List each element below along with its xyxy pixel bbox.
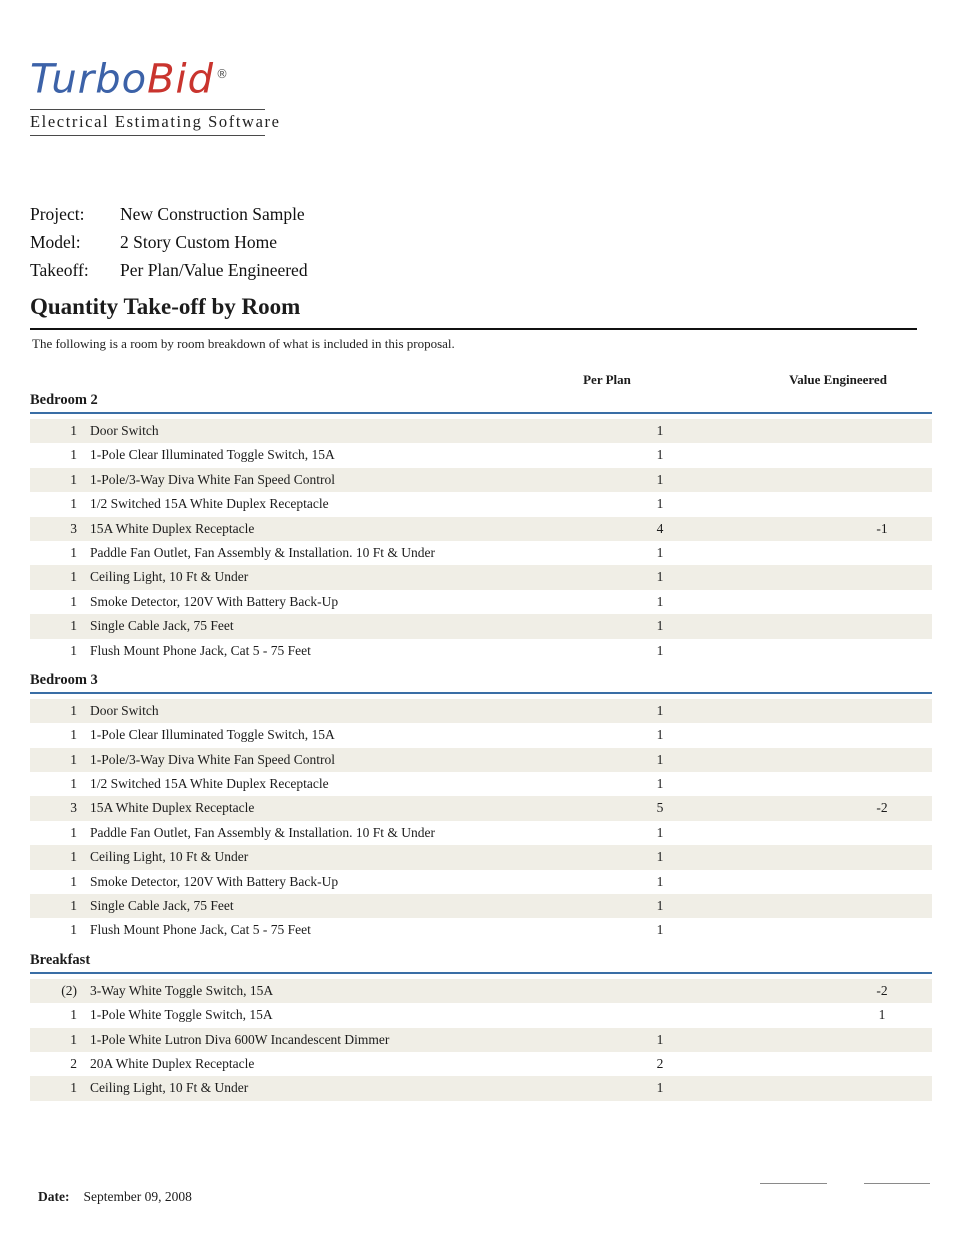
value-engineered-cell: [832, 723, 932, 747]
takeoff-label: Takeoff:: [30, 260, 89, 280]
per-plan-cell: 1: [656, 618, 664, 634]
value-engineered-cell: [832, 468, 932, 492]
qty-cell: 1: [70, 642, 77, 658]
qty-cell: 1: [70, 702, 77, 718]
table-row: [30, 699, 932, 723]
qty-cell: 1: [70, 544, 77, 560]
spacer-cell: [760, 492, 832, 516]
page-title: Quantity Take-off by Room: [30, 294, 917, 330]
qty-cell: 3: [70, 800, 77, 816]
per-plan-cell: 5: [656, 800, 664, 816]
qty-cell: 1: [70, 1080, 77, 1096]
spacer-cell: [760, 845, 832, 869]
spacer-cell: [760, 639, 832, 663]
date-value: September 09, 2008: [83, 1189, 192, 1204]
per-plan-cell: [560, 979, 760, 1003]
item-cell: 15A White Duplex Receptacle: [90, 520, 255, 536]
spacer-cell: [760, 1028, 832, 1052]
qty-cell: 1: [70, 618, 77, 634]
table-row: [30, 979, 932, 1003]
qty-cell: 1: [70, 471, 77, 487]
room-section-title: Bedroom 3: [30, 672, 932, 694]
value-engineered-cell: [832, 565, 932, 589]
spacer-cell: [760, 614, 832, 638]
value-engineered-cell: [832, 443, 932, 467]
qty-cell: (2): [61, 982, 77, 998]
qty-cell: 1: [70, 569, 77, 585]
item-cell: 3-Way White Toggle Switch, 15A: [90, 982, 274, 998]
turbobid-logo: [30, 48, 268, 105]
qty-cell: 1: [70, 496, 77, 512]
column-headers: [30, 372, 932, 388]
project-meta: [30, 200, 308, 284]
table-row: [30, 541, 932, 565]
table-row: [30, 639, 932, 663]
qty-cell: 1: [70, 751, 77, 767]
spacer-cell: [760, 723, 832, 747]
spacer-cell: [760, 419, 832, 443]
per-plan-cell: 1: [656, 849, 664, 865]
qty-cell: 1: [70, 1031, 77, 1047]
per-plan-cell: 1: [656, 776, 664, 792]
qty-cell: 3: [70, 520, 77, 536]
table-row: [30, 723, 932, 747]
spacer-cell: [760, 468, 832, 492]
per-plan-cell: 4: [656, 520, 664, 536]
item-cell: 1-Pole White Toggle Switch, 15A: [90, 1007, 273, 1023]
per-plan-cell: 1: [656, 1080, 664, 1096]
item-cell: Door Switch: [90, 702, 159, 718]
table-row: [30, 517, 932, 541]
item-cell: 1/2 Switched 15A White Duplex Receptacle: [90, 496, 329, 512]
table-row: [30, 419, 932, 443]
project-value: New Construction Sample: [120, 204, 305, 224]
room-section: [30, 672, 932, 943]
room-section-title: Bedroom 2: [30, 392, 932, 414]
spacer-cell: [760, 541, 832, 565]
spacer-cell: [760, 517, 832, 541]
table-row: [30, 443, 932, 467]
table-row: [30, 565, 932, 589]
qty-cell: 1: [70, 1007, 77, 1023]
item-cell: 1-Pole/3-Way Diva White Fan Speed Control: [90, 471, 335, 487]
item-cell: Paddle Fan Outlet, Fan Assembly & Installation. 10 Ft & Under: [90, 824, 435, 840]
per-plan-cell: 1: [656, 1031, 664, 1047]
item-cell: Flush Mount Phone Jack, Cat 5 - 75 Feet: [90, 922, 311, 938]
item-cell: Door Switch: [90, 423, 159, 438]
qty-cell: 1: [70, 776, 77, 792]
per-plan-cell: 1: [656, 727, 664, 743]
value-engineered-cell: -2: [876, 982, 888, 998]
qty-cell: 1: [70, 447, 77, 463]
per-plan-column-header: Per Plan: [583, 372, 631, 387]
spacer-cell: [760, 565, 832, 589]
value-engineered-cell: [832, 894, 932, 918]
qty-cell: 1: [70, 922, 77, 938]
logo-tagline: Electrical Estimating Software: [30, 112, 281, 132]
value-engineered-cell: [832, 870, 932, 894]
table-row: [30, 870, 932, 894]
per-plan-cell: 1: [656, 447, 664, 463]
per-plan-cell: 1: [656, 423, 664, 438]
table-row: [30, 918, 932, 942]
value-engineered-cell: [832, 918, 932, 942]
qty-cell: 1: [70, 898, 77, 914]
signature-line-1: [760, 1183, 827, 1184]
item-cell: 15A White Duplex Receptacle: [90, 800, 255, 816]
room-section: [30, 392, 932, 663]
value-engineered-cell: [832, 845, 932, 869]
per-plan-cell: 1: [656, 496, 664, 512]
logo-tagline-rule: [30, 109, 281, 136]
per-plan-cell: 1: [656, 471, 664, 487]
item-cell: 1/2 Switched 15A White Duplex Receptacle: [90, 776, 329, 792]
qty-cell: 1: [70, 727, 77, 743]
value-engineered-cell: [832, 639, 932, 663]
spacer-cell: [760, 699, 832, 723]
per-plan-cell: 1: [656, 873, 664, 889]
sections-container: [30, 392, 932, 1109]
value-engineered-cell: [832, 614, 932, 638]
spacer-cell: [760, 821, 832, 845]
per-plan-cell: 1: [656, 642, 664, 658]
room-section-title: Breakfast: [30, 952, 932, 974]
item-cell: Flush Mount Phone Jack, Cat 5 - 75 Feet: [90, 642, 311, 658]
logo-turbo-text: Turbo: [30, 56, 148, 103]
table-row: [30, 590, 932, 614]
model-value: 2 Story Custom Home: [120, 232, 278, 252]
table-row: [30, 1076, 932, 1100]
table-row: [30, 1052, 932, 1076]
per-plan-cell: 2: [656, 1055, 664, 1071]
value-engineered-cell: -2: [876, 800, 888, 816]
item-cell: Single Cable Jack, 75 Feet: [90, 898, 234, 914]
model-label: Model:: [30, 232, 81, 252]
value-engineered-cell: [832, 1028, 932, 1052]
spacer-cell: [760, 870, 832, 894]
value-engineered-cell: [832, 1052, 932, 1076]
table-row: [30, 772, 932, 796]
takeoff-value: Per Plan/Value Engineered: [120, 260, 308, 280]
item-cell: Ceiling Light, 10 Ft & Under: [90, 849, 249, 865]
value-engineered-cell: [832, 699, 932, 723]
table-row: [30, 614, 932, 638]
qty-cell: 1: [70, 873, 77, 889]
per-plan-cell: 1: [656, 569, 664, 585]
item-cell: 1-Pole White Lutron Diva 600W Incandescent Dimmer: [90, 1031, 390, 1047]
project-label: Project:: [30, 204, 85, 224]
spacer-cell: [760, 443, 832, 467]
spacer-cell: [760, 918, 832, 942]
spacer-cell: [760, 772, 832, 796]
value-engineered-column-header: Value Engineered: [789, 372, 887, 387]
spacer-cell: [760, 748, 832, 772]
item-cell: 1-Pole Clear Illuminated Toggle Switch, 15A: [90, 727, 335, 743]
signature-line-2: [864, 1183, 930, 1184]
table-row: [30, 894, 932, 918]
value-engineered-cell: [832, 1076, 932, 1100]
per-plan-cell: 1: [656, 824, 664, 840]
table-row: [30, 1003, 932, 1027]
item-cell: 20A White Duplex Receptacle: [90, 1055, 255, 1071]
registered-trademark-icon: ®: [216, 67, 230, 81]
value-engineered-cell: -1: [876, 520, 888, 536]
spacer-cell: [760, 1003, 832, 1027]
logo-bid-text: Bid: [147, 56, 215, 103]
per-plan-cell: [560, 1003, 760, 1027]
item-cell: Single Cable Jack, 75 Feet: [90, 618, 234, 634]
item-cell: Smoke Detector, 120V With Battery Back-Up: [90, 593, 339, 609]
spacer-cell: [760, 796, 832, 820]
per-plan-cell: 1: [656, 593, 664, 609]
table-row: [30, 492, 932, 516]
date-label: Date:: [38, 1189, 70, 1204]
per-plan-cell: 1: [656, 544, 664, 560]
date-line: [38, 1189, 192, 1205]
qty-cell: 1: [70, 849, 77, 865]
item-cell: 1-Pole Clear Illuminated Toggle Switch, 15A: [90, 447, 335, 463]
value-engineered-cell: [832, 821, 932, 845]
item-cell: Paddle Fan Outlet, Fan Assembly & Installation. 10 Ft & Under: [90, 544, 435, 560]
item-cell: Smoke Detector, 120V With Battery Back-Up: [90, 873, 339, 889]
value-engineered-cell: [832, 590, 932, 614]
per-plan-cell: 1: [656, 922, 664, 938]
table-row: [30, 468, 932, 492]
spacer-cell: [760, 590, 832, 614]
value-engineered-cell: [832, 748, 932, 772]
value-engineered-cell: [832, 419, 932, 443]
table-row: [30, 845, 932, 869]
table-row: [30, 748, 932, 772]
report-description: The following is a room by room breakdown of what is included in this proposal.: [32, 336, 455, 351]
spacer-cell: [760, 979, 832, 1003]
table-row: [30, 796, 932, 820]
value-engineered-cell: [832, 772, 932, 796]
item-cell: Ceiling Light, 10 Ft & Under: [90, 569, 249, 585]
table-row: [30, 821, 932, 845]
value-engineered-cell: 1: [878, 1007, 886, 1023]
value-engineered-cell: [832, 541, 932, 565]
value-engineered-cell: [832, 492, 932, 516]
table-row: [30, 1028, 932, 1052]
spacer-cell: [760, 1052, 832, 1076]
per-plan-cell: 1: [656, 898, 664, 914]
spacer-cell: [760, 1076, 832, 1100]
spacer-cell: [760, 894, 832, 918]
qty-cell: 1: [70, 423, 77, 438]
qty-cell: 2: [70, 1055, 77, 1071]
item-cell: 1-Pole/3-Way Diva White Fan Speed Control: [90, 751, 335, 767]
room-section: [30, 952, 932, 1101]
logo-block: [30, 48, 281, 136]
item-cell: Ceiling Light, 10 Ft & Under: [90, 1080, 249, 1096]
qty-cell: 1: [70, 593, 77, 609]
per-plan-cell: 1: [656, 702, 664, 718]
qty-cell: 1: [70, 824, 77, 840]
per-plan-cell: 1: [656, 751, 664, 767]
